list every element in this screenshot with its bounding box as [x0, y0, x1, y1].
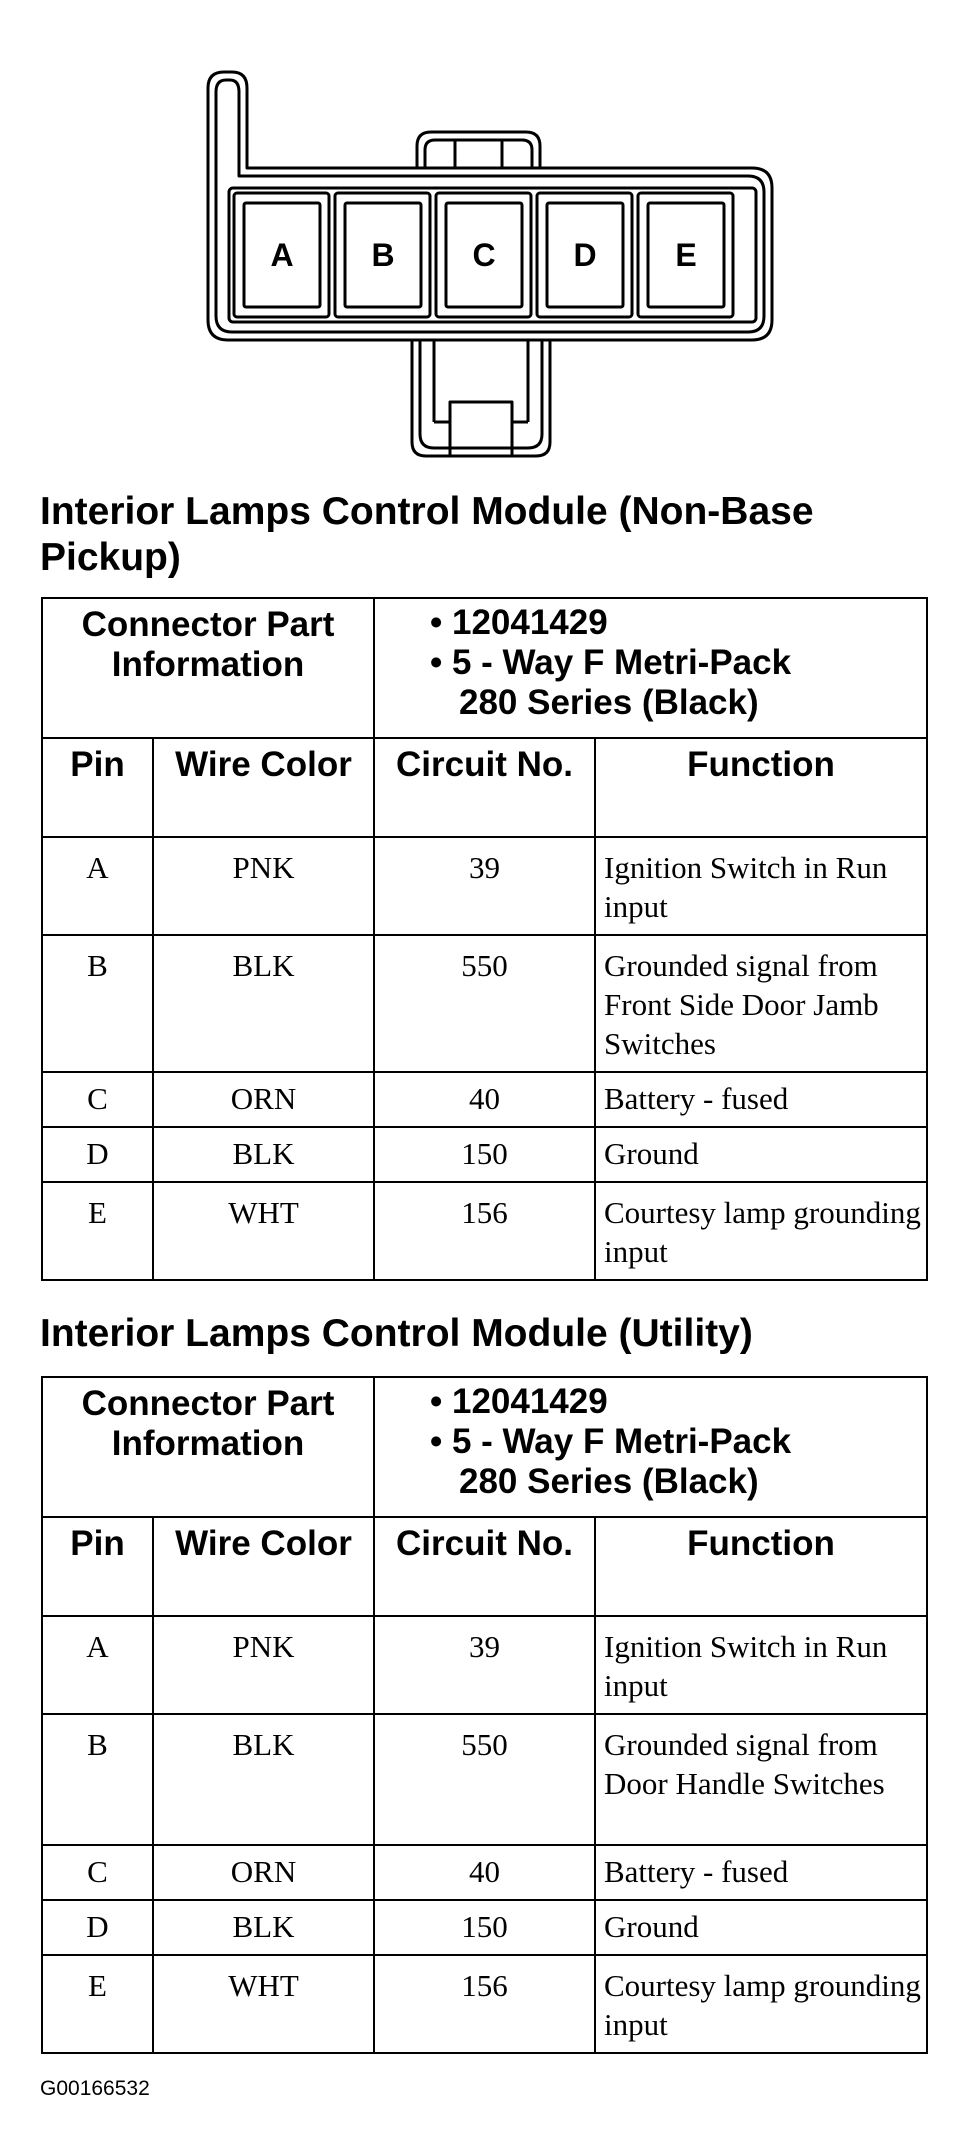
header-circuit: Circuit No.: [374, 738, 595, 837]
cell-circuit: 150: [374, 1900, 595, 1955]
cell-circuit: 156: [374, 1182, 595, 1280]
cell-pin: D: [42, 1900, 153, 1955]
cell-function: Battery - fused: [595, 1072, 927, 1127]
table-row: [42, 935, 927, 1072]
header-function: Function: [595, 738, 927, 837]
cell-pin: B: [42, 935, 153, 1072]
table-row: [42, 1714, 927, 1845]
cell-wire-color: PNK: [153, 1616, 374, 1714]
table-row: [42, 1900, 927, 1955]
cell-pin: B: [42, 1714, 153, 1845]
cell-circuit: 39: [374, 837, 595, 935]
header-pin: Pin: [42, 1517, 153, 1616]
cell-circuit: 40: [374, 1072, 595, 1127]
cell-wire-color: BLK: [153, 1900, 374, 1955]
pin-label-b: B: [371, 237, 395, 273]
connector-table-utility: [41, 1376, 928, 2054]
info-bullet-part-number: • 12041429: [430, 1382, 608, 1421]
cell-circuit: 156: [374, 1955, 595, 2053]
cell-function: Courtesy lamp grounding input: [595, 1182, 927, 1280]
cell-function: Ignition Switch in Run input: [595, 1616, 927, 1714]
cell-wire-color: BLK: [153, 1714, 374, 1845]
table-row: [42, 1955, 927, 2053]
table-row: [42, 1072, 927, 1127]
table-row: [42, 1616, 927, 1714]
column-header-row: [42, 738, 927, 837]
cell-pin: C: [42, 1845, 153, 1900]
cell-function: Ignition Switch in Run input: [595, 837, 927, 935]
cell-wire-color: WHT: [153, 1182, 374, 1280]
table-row: [42, 837, 927, 935]
table-row: [42, 1127, 927, 1182]
header-wire-color: Wire Color: [153, 738, 374, 837]
cell-wire-color: ORN: [153, 1072, 374, 1127]
cell-circuit: 150: [374, 1127, 595, 1182]
cell-wire-color: WHT: [153, 1955, 374, 2053]
cell-pin: D: [42, 1127, 153, 1182]
connector-part-label: Connector Part Information: [42, 598, 374, 738]
info-bullet-connector-type: • 5 - Way F Metri-Pack: [430, 1422, 792, 1461]
pin-label-a: A: [270, 237, 294, 273]
cell-function: Battery - fused: [595, 1845, 927, 1900]
cell-wire-color: ORN: [153, 1845, 374, 1900]
connector-part-info: [374, 1377, 927, 1517]
cell-function: Courtesy lamp grounding input: [595, 1955, 927, 2053]
pin-label-d: D: [573, 237, 597, 273]
cell-function: Grounded signal from Front Side Door Jamb Switches: [595, 935, 927, 1072]
connector-info-row: [42, 1377, 927, 1517]
cell-circuit: 39: [374, 1616, 595, 1714]
pin-label-e: E: [675, 237, 697, 273]
cell-circuit: 40: [374, 1845, 595, 1900]
table-row: [42, 1182, 927, 1280]
cell-function: Grounded signal from Door Handle Switches: [595, 1714, 927, 1845]
cell-pin: E: [42, 1182, 153, 1280]
info-bullet-connector-type: • 5 - Way F Metri-Pack: [430, 643, 792, 682]
pin-label-c: C: [472, 237, 496, 273]
connector-part-info: [374, 598, 927, 738]
cell-pin: A: [42, 837, 153, 935]
header-circuit: Circuit No.: [374, 1517, 595, 1616]
info-bullet-part-number: • 12041429: [430, 603, 608, 642]
cell-circuit: 550: [374, 935, 595, 1072]
info-series: 280 Series (Black): [459, 683, 759, 722]
cell-function: Ground: [595, 1127, 927, 1182]
figure-code: G00166532: [40, 2077, 150, 2100]
connector-diagram: [180, 70, 800, 460]
cell-function: Ground: [595, 1900, 927, 1955]
info-series: 280 Series (Black): [459, 1462, 759, 1501]
connector-info-row: [42, 598, 927, 738]
cell-pin: C: [42, 1072, 153, 1127]
table-row: [42, 1845, 927, 1900]
cell-wire-color: BLK: [153, 935, 374, 1072]
connector-table-non-base-pickup: [41, 597, 928, 1281]
section-title-utility: Interior Lamps Control Module (Utility): [40, 1312, 753, 1355]
cell-pin: A: [42, 1616, 153, 1714]
cell-wire-color: BLK: [153, 1127, 374, 1182]
section-title-non-base-pickup: Interior Lamps Control Module (Non-Base Pickup): [40, 490, 814, 579]
cell-pin: E: [42, 1955, 153, 2053]
header-pin: Pin: [42, 738, 153, 837]
cell-circuit: 550: [374, 1714, 595, 1845]
header-wire-color: Wire Color: [153, 1517, 374, 1616]
column-header-row: [42, 1517, 927, 1616]
header-function: Function: [595, 1517, 927, 1616]
connector-part-label: Connector Part Information: [42, 1377, 374, 1517]
cell-wire-color: PNK: [153, 837, 374, 935]
